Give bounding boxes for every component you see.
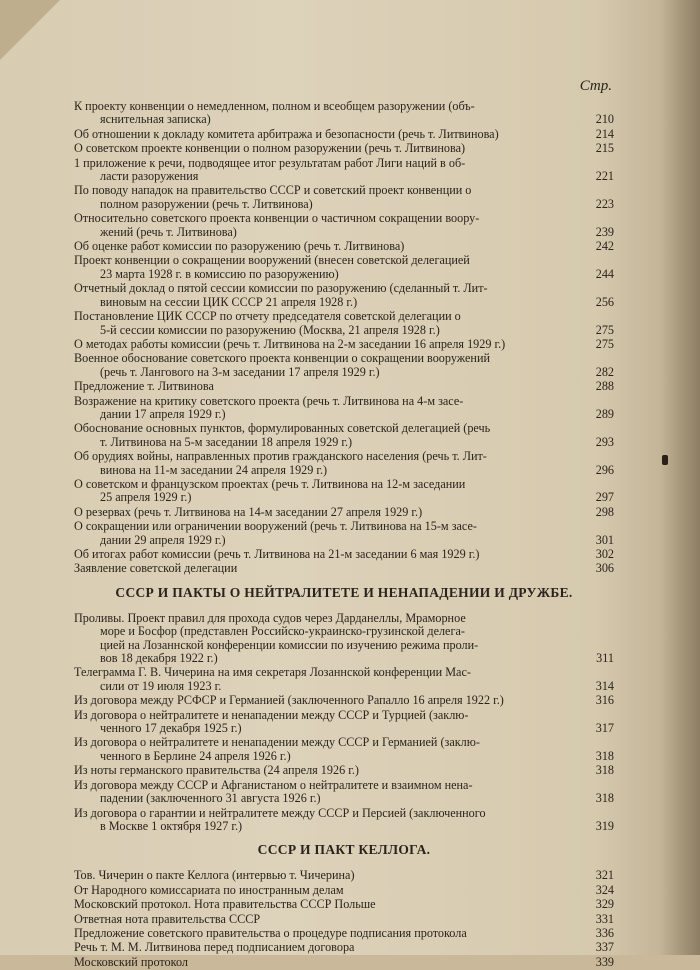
folded-corner xyxy=(0,0,60,60)
toc-entry xyxy=(74,612,614,666)
toc-entry-page: 319 xyxy=(595,818,614,833)
toc-entry-title xyxy=(74,884,586,897)
toc-entry xyxy=(74,779,614,806)
toc-entry-line: 23 марта 1928 г. в комиссию по разоружению) xyxy=(100,266,339,281)
toc-entry-title xyxy=(74,913,586,926)
toc-entry-title xyxy=(74,380,586,393)
table-of-contents xyxy=(74,78,614,970)
toc-entry-line: К проекту конвенции о немедленном, полном и всеобщем разоружении (объ- xyxy=(74,99,475,113)
toc-entry-line: в Москве 1 октября 1927 г.) xyxy=(100,818,243,833)
toc-entry-title xyxy=(74,310,586,337)
toc-entry xyxy=(74,562,614,575)
toc-entry-line: вов 18 декабря 1922 г.) xyxy=(100,651,218,666)
toc-entry xyxy=(74,395,614,422)
toc-entry xyxy=(74,240,614,253)
toc-entry-line: Из договора о нейтралитете и ненападении между СССР и Турцией (заклю- xyxy=(74,707,469,722)
toc-section-neutrality-pacts xyxy=(74,612,614,834)
toc-entry-page: 221 xyxy=(595,169,614,184)
toc-entry xyxy=(74,913,614,926)
toc-entry-line: падении (заключенного 31 августа 1926 г.) xyxy=(100,791,321,806)
toc-entry-line: Проект конвенции о сокращении вооружений (внесен советской делегацией xyxy=(74,253,470,268)
toc-entry-page: 214 xyxy=(595,126,614,141)
toc-section-disarmament xyxy=(74,100,614,576)
toc-entry-line: Речь т. М. М. Литвинова перед подписанием договора xyxy=(74,940,355,955)
toc-entry-line: Из договора о гарантии и нейтралитете между СССР и Персией (заключенного xyxy=(74,805,486,820)
section-heading-kellogg-pact: СССР И ПАКТ КЕЛЛОГА. xyxy=(257,842,431,858)
toc-entry-title xyxy=(74,254,586,281)
toc-entry xyxy=(74,128,614,141)
toc-entry-page: 282 xyxy=(595,364,614,379)
toc-entry-line: Об орудиях войны, направленных против гражданского населения (речь т. Лит- xyxy=(74,449,487,464)
toc-entry xyxy=(74,869,614,882)
toc-entry-line: От Народного комиссариата по иностранным делам xyxy=(74,882,344,897)
toc-entry xyxy=(74,380,614,393)
toc-entry-page: 318 xyxy=(595,763,614,778)
toc-entry xyxy=(74,548,614,561)
toc-entry-title xyxy=(74,184,586,211)
toc-entry-title xyxy=(74,157,586,184)
toc-entry-line: Тов. Чичерин о пакте Келлога (интервью т. Чичерина) xyxy=(74,868,355,883)
toc-entry-line: 25 апреля 1929 г.) xyxy=(100,490,192,505)
toc-entry-title xyxy=(74,450,586,477)
toc-entry xyxy=(74,666,614,693)
toc-entry-line: яснительная записка) xyxy=(100,112,211,127)
toc-entry-title xyxy=(74,548,586,561)
toc-entry-page: 298 xyxy=(595,504,614,519)
toc-entry xyxy=(74,941,614,954)
toc-entry-line: Предложение советского правительства о процедуре подписания протокола xyxy=(74,925,467,940)
toc-entry xyxy=(74,736,614,763)
toc-entry-title xyxy=(74,282,586,309)
toc-entry-line: дании 29 апреля 1929 г.) xyxy=(100,532,226,547)
toc-entry-line: О методах работы комиссии (речь т. Литвинова на 2-м заседании 16 апреля 1929 г.) xyxy=(74,336,506,351)
toc-entry-page: 275 xyxy=(595,336,614,351)
toc-entry-line: 5-й сессии комиссии по разоружению (Москва, 21 апреля 1928 г.) xyxy=(100,322,440,337)
toc-entry-page: 337 xyxy=(595,940,614,955)
toc-entry-title xyxy=(74,128,586,141)
binding-hole xyxy=(662,455,668,465)
toc-entry-title xyxy=(74,338,586,351)
toc-entry-title xyxy=(74,956,586,969)
toc-entry-page: 293 xyxy=(595,434,614,449)
toc-entry xyxy=(74,956,614,969)
toc-entry-line: полном разоружении (речь т. Литвинова) xyxy=(100,196,313,211)
toc-entry-page: 339 xyxy=(595,954,614,969)
toc-entry-page: 316 xyxy=(595,693,614,708)
toc-entry-line: По поводу нападок на правительство СССР и советский проект конвенции о xyxy=(74,183,472,198)
toc-entry-page: 239 xyxy=(595,224,614,239)
toc-entry-page: 275 xyxy=(595,322,614,337)
toc-entry xyxy=(74,520,614,547)
page-column-header: Стр. xyxy=(579,78,612,94)
toc-entry-title xyxy=(74,927,586,940)
toc-entry xyxy=(74,898,614,911)
toc-entry-page: 336 xyxy=(595,925,614,940)
toc-entry-page: 317 xyxy=(595,721,614,736)
toc-entry-title xyxy=(74,779,586,806)
toc-entry-line: Телеграмма Г. В. Чичерина на имя секретаря Лозаннской конференции Мас- xyxy=(74,665,471,680)
toc-entry-line: Заявление советской делегации xyxy=(74,561,238,576)
toc-entry-title xyxy=(74,694,586,707)
toc-entry-page: 297 xyxy=(595,490,614,505)
toc-entry-line: О резервах (речь т. Литвинова на 14-м заседании 27 апреля 1929 г.) xyxy=(74,504,423,519)
toc-entry-title xyxy=(74,240,586,253)
toc-entry-line: Об отношении к докладу комитета арбитража и безопасности (речь т. Литвинова) xyxy=(74,126,499,141)
toc-entry-line: Относительно советского проекта конвенции о частичном сокращении воору- xyxy=(74,211,480,226)
toc-entry xyxy=(74,100,614,127)
toc-entry-page: 296 xyxy=(595,462,614,477)
toc-entry-line: ченного 17 декабря 1925 г.) xyxy=(100,721,242,736)
toc-entry-title xyxy=(74,212,586,239)
toc-entry-title xyxy=(74,352,586,379)
toc-entry-line: винова на 11-м заседании 24 апреля 1929 г.) xyxy=(100,462,328,477)
toc-entry-title xyxy=(74,736,586,763)
toc-entry xyxy=(74,338,614,351)
toc-entry-title xyxy=(74,562,586,575)
toc-entry-line: виновым на сессии ЦИК СССР 21 апреля 1928 г.) xyxy=(100,294,358,309)
toc-entry-title xyxy=(74,666,586,693)
toc-entry-line: Об итогах работ комиссии (речь т. Литвинова на 21-м заседании 6 мая 1929 г.) xyxy=(74,547,480,561)
page-edge-shadow xyxy=(660,0,700,955)
toc-entry-line: Предложение т. Литвинова xyxy=(74,379,214,394)
toc-entry-page: 321 xyxy=(595,868,614,883)
toc-entry-page: 223 xyxy=(595,196,614,211)
toc-entry xyxy=(74,764,614,777)
toc-entry-page: 301 xyxy=(595,532,614,547)
toc-entry-line: Ответная нота правительства СССР xyxy=(74,911,261,926)
toc-entry-title xyxy=(74,142,586,155)
toc-entry-line: О сокращении или ограничении вооружений (речь т. Литвинова на 15-м засе- xyxy=(74,519,477,534)
toc-entry-line: Из договора между СССР и Афганистаном о нейтралитете и взаимном нена- xyxy=(74,777,473,792)
toc-entry-line: т. Литвинова на 5-м заседании 18 апреля 1929 г.) xyxy=(100,434,353,449)
toc-entry xyxy=(74,694,614,707)
toc-entry-line: дании 17 апреля 1929 г.) xyxy=(100,406,226,421)
toc-entry-page: 331 xyxy=(595,911,614,926)
toc-entry-line: Отчетный доклад о пятой сессии комиссии по разоружению (сделанный т. Лит- xyxy=(74,281,488,296)
toc-entry-line: жений (речь т. Литвинова) xyxy=(100,224,237,239)
toc-entry xyxy=(74,142,614,155)
toc-entry-page: 302 xyxy=(595,547,614,561)
toc-entry-page: 306 xyxy=(595,561,614,576)
toc-entry-line: О советском проекте конвенции о полном разоружении (речь т. Литвинова) xyxy=(74,141,466,156)
toc-entry xyxy=(74,506,614,519)
toc-entry-page: 210 xyxy=(595,112,614,127)
toc-entry xyxy=(74,352,614,379)
toc-entry-line: Военное обоснование советского проекта конвенции о сокращении вооружений xyxy=(74,351,490,366)
section-heading-neutrality-pacts: СССР И ПАКТЫ О НЕЙТРАЛИТЕТЕ И НЕНАПАДЕНИИ И ДРУЖБЕ. xyxy=(115,584,573,600)
toc-entry-line: Возражение на критику советского проекта (речь т. Литвинова на 4-м засе- xyxy=(74,393,464,408)
toc-entry xyxy=(74,709,614,736)
toc-entry-line: Из договора между РСФСР и Германией (заключенного Рапалло 16 апреля 1922 г.) xyxy=(74,693,504,708)
toc-entry-page: 256 xyxy=(595,294,614,309)
toc-entry-page: 288 xyxy=(595,379,614,394)
toc-entry-title xyxy=(74,100,586,127)
toc-entry-title xyxy=(74,520,586,547)
toc-entry-line: Постановление ЦИК СССР по отчету председателя советской делегации о xyxy=(74,309,461,324)
toc-entry-title xyxy=(74,422,586,449)
toc-entry-title xyxy=(74,807,586,834)
toc-entry-title xyxy=(74,395,586,422)
toc-entry xyxy=(74,157,614,184)
toc-entry-page: 318 xyxy=(595,748,614,763)
toc-entry-title xyxy=(74,898,586,911)
toc-entry-line: (речь т. Лангового на 3-м заседании 17 апреля 1929 г.) xyxy=(100,364,380,379)
toc-entry-line: ченного в Берлине 24 апреля 1926 г.) xyxy=(100,748,291,763)
toc-entry-title xyxy=(74,764,586,777)
toc-entry-line: цией на Лозаннской конференции комиссии по изучению режима проли- xyxy=(100,637,479,652)
toc-entry-line: Из ноты германского правительства (24 апреля 1926 г.) xyxy=(74,763,359,778)
toc-entry-line: Проливы. Проект правил для прохода судов через Дарданеллы, Мраморное xyxy=(74,610,466,625)
toc-entry-page: 314 xyxy=(595,678,614,693)
toc-entry-line: Обоснование основных пунктов, формулированных советской делегацией (речь xyxy=(74,421,491,436)
toc-entry xyxy=(74,450,614,477)
toc-entry-page: 289 xyxy=(595,406,614,421)
toc-entry-line: Об оценке работ комиссии по разоружению (речь т. Литвинова) xyxy=(74,239,405,254)
toc-entry xyxy=(74,884,614,897)
toc-entry-line: 1 приложение к речи, подводящее итог результатам работ Лиги наций в об- xyxy=(74,155,466,170)
toc-entry-line: сили от 19 июля 1923 г. xyxy=(100,678,222,693)
toc-entry-title xyxy=(74,941,586,954)
toc-entry xyxy=(74,478,614,505)
toc-entry xyxy=(74,422,614,449)
toc-entry-page: 215 xyxy=(595,141,614,156)
toc-entry xyxy=(74,927,614,940)
toc-entry-line: ласти разоружения xyxy=(100,169,199,184)
toc-entry-page: 324 xyxy=(595,882,614,897)
toc-entry-title xyxy=(74,709,586,736)
toc-entry-title xyxy=(74,478,586,505)
toc-entry-line: море и Босфор (представлен Российско-украинско-грузинской делега- xyxy=(100,624,465,639)
toc-entry xyxy=(74,282,614,309)
toc-entry xyxy=(74,254,614,281)
toc-entry-page: 242 xyxy=(595,239,614,254)
toc-entry-page: 311 xyxy=(596,651,614,666)
toc-entry-line: Из договора о нейтралитете и ненападении между СССР и Германией (заклю- xyxy=(74,735,480,750)
toc-entry-title xyxy=(74,612,586,666)
toc-entry-line: Московский протокол xyxy=(74,954,188,969)
toc-entry-line: О советском и французском проектах (речь т. Литвинова на 12-м заседании xyxy=(74,476,466,491)
toc-entry-page: 318 xyxy=(595,791,614,806)
toc-entry-page: 244 xyxy=(595,266,614,281)
toc-entry-title xyxy=(74,869,586,882)
toc-entry xyxy=(74,212,614,239)
toc-entry xyxy=(74,807,614,834)
toc-entry xyxy=(74,184,614,211)
toc-entry-page: 329 xyxy=(595,897,614,912)
toc-section-kellogg-pact xyxy=(74,869,614,969)
toc-entry-title xyxy=(74,506,586,519)
toc-entry-line: Московский протокол. Нота правительства СССР Польше xyxy=(74,897,376,912)
toc-entry xyxy=(74,310,614,337)
